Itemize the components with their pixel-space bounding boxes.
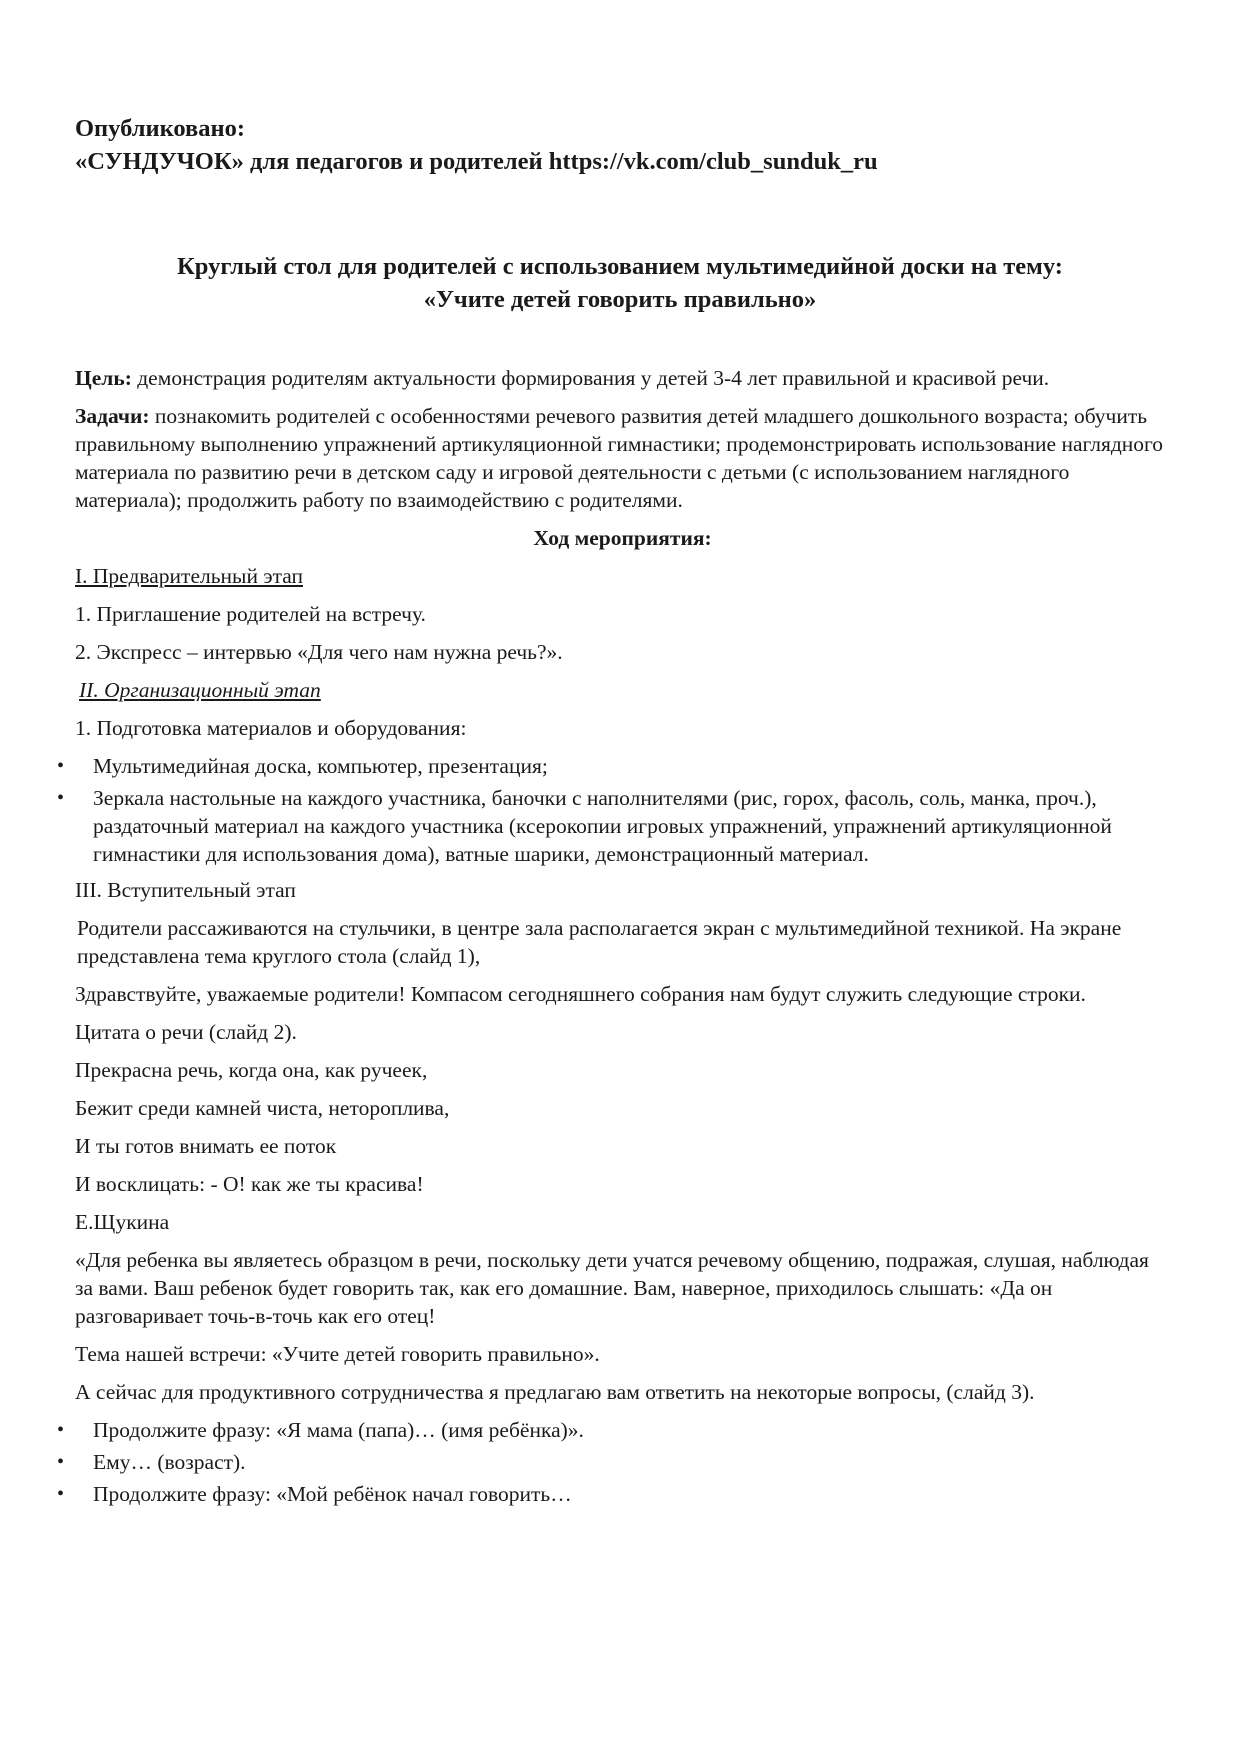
stage2-item: 1. Подготовка материалов и оборудования: <box>75 716 467 740</box>
publication-info <box>75 112 878 178</box>
poem-line: Прекрасна речь, когда она, как ручеек, <box>75 1058 428 1082</box>
bullet-icon: • <box>57 1419 65 1441</box>
document-title <box>60 250 1180 316</box>
stage3-paragraph: А сейчас для продуктивного сотрудничества я предлагаю вам ответить на некоторые вопросы, (слайд 3). <box>75 1380 1035 1404</box>
poem-line: И восклицать: - О! как же ты красива! <box>75 1172 424 1196</box>
stage3-paragraph: Цитата о речи (слайд 2). <box>75 1020 297 1044</box>
list-item: • Зеркала настольные на каждого участника, баночки с наполнителями (рис, горох, фасоль, соль, манка, проч.), раздаточный материал на каждого участника (ксерокопии игровых упражнений, упражнений артикуляционной гимнастики для использования дома), ватные шарики, демонстрационный материал. <box>57 786 1112 866</box>
stage3-paragraph: «Для ребенка вы являетесь образцом в речи, поскольку дети учатся речевому общению, подражая, слушая, наблюдая за вами. Ваш ребенок будет говорить так, как его домашние. Вам, наверное, приходилось слышать: «Да он разговаривает точь-в-точь как его отец! <box>75 1248 1149 1328</box>
bullet-icon: • <box>57 1483 65 1505</box>
equipment-list <box>57 752 1170 868</box>
tasks-paragraph <box>75 402 1170 514</box>
stage3-paragraph: Родители рассаживаются на стульчики, в центре зала располагается экран с мультимедийной техникой. На экране представлена тема круглого стола (слайд 1), <box>77 916 1122 968</box>
stage3-paragraph: Тема нашей встречи: «Учите детей говорить правильно». <box>75 1342 600 1366</box>
questions-list <box>57 1416 1170 1508</box>
bullet-icon: • <box>57 755 65 777</box>
course-heading: Ход мероприятия: <box>533 526 712 550</box>
stage2-heading: II. Организационный этап <box>79 678 321 702</box>
published-source: «СУНДУЧОК» для педагогов и родителей https://vk.com/club_sunduk_ru <box>75 148 878 175</box>
list-item: • Мультимедийная доска, компьютер, презентация; <box>57 754 548 778</box>
bullet-icon: • <box>57 1451 65 1473</box>
stage1-item: 1. Приглашение родителей на встречу. <box>75 602 426 626</box>
poem-line: И ты готов внимать ее поток <box>75 1134 337 1158</box>
stage1-heading: I. Предварительный этап <box>75 564 304 588</box>
title-line-2: «Учите детей говорить правильно» <box>423 286 817 313</box>
stage3-paragraph: Здравствуйте, уважаемые родители! Компасом сегодняшнего собрания нам будут служить следующие строки. <box>75 982 1086 1006</box>
goal-text: демонстрация родителям актуальности формирования у детей 3-4 лет правильной и красивой речи. <box>131 366 1050 390</box>
list-item: • Ему… (возраст). <box>57 1450 246 1474</box>
document-body <box>57 364 1170 1516</box>
title-line-1: Круглый стол для родителей с использованием мультимедийной доски на тему: <box>177 253 1063 280</box>
goal-label: Цель: <box>75 366 132 390</box>
list-item: • Продолжите фразу: «Я мама (папа)… (имя ребёнка)». <box>57 1418 584 1442</box>
poem-line: Бежит среди камней чиста, нетороплива, <box>75 1096 450 1120</box>
poem-author: Е.Щукина <box>75 1210 170 1234</box>
tasks-label: Задачи: <box>75 404 150 428</box>
bullet-icon: • <box>57 787 65 809</box>
stage3-heading: III. Вступительный этап <box>75 878 296 902</box>
goal-paragraph <box>75 364 1170 392</box>
published-label: Опубликовано: <box>75 115 246 142</box>
stage1-item: 2. Экспресс – интервью «Для чего нам нужна речь?». <box>75 640 563 664</box>
list-item: • Продолжите фразу: «Мой ребёнок начал говорить… <box>57 1482 572 1506</box>
tasks-text: познакомить родителей с особенностями речевого развития детей младшего дошкольного возраста; обучить правильному выполнению упражнений артикуляционной гимнастики; продемонстрировать использование наглядного материала по развитию речи в детском саду и игровой деятельности с детьми (с использованием наглядного материала); продолжить работу по взаимодействию с родителями. <box>75 404 1164 512</box>
